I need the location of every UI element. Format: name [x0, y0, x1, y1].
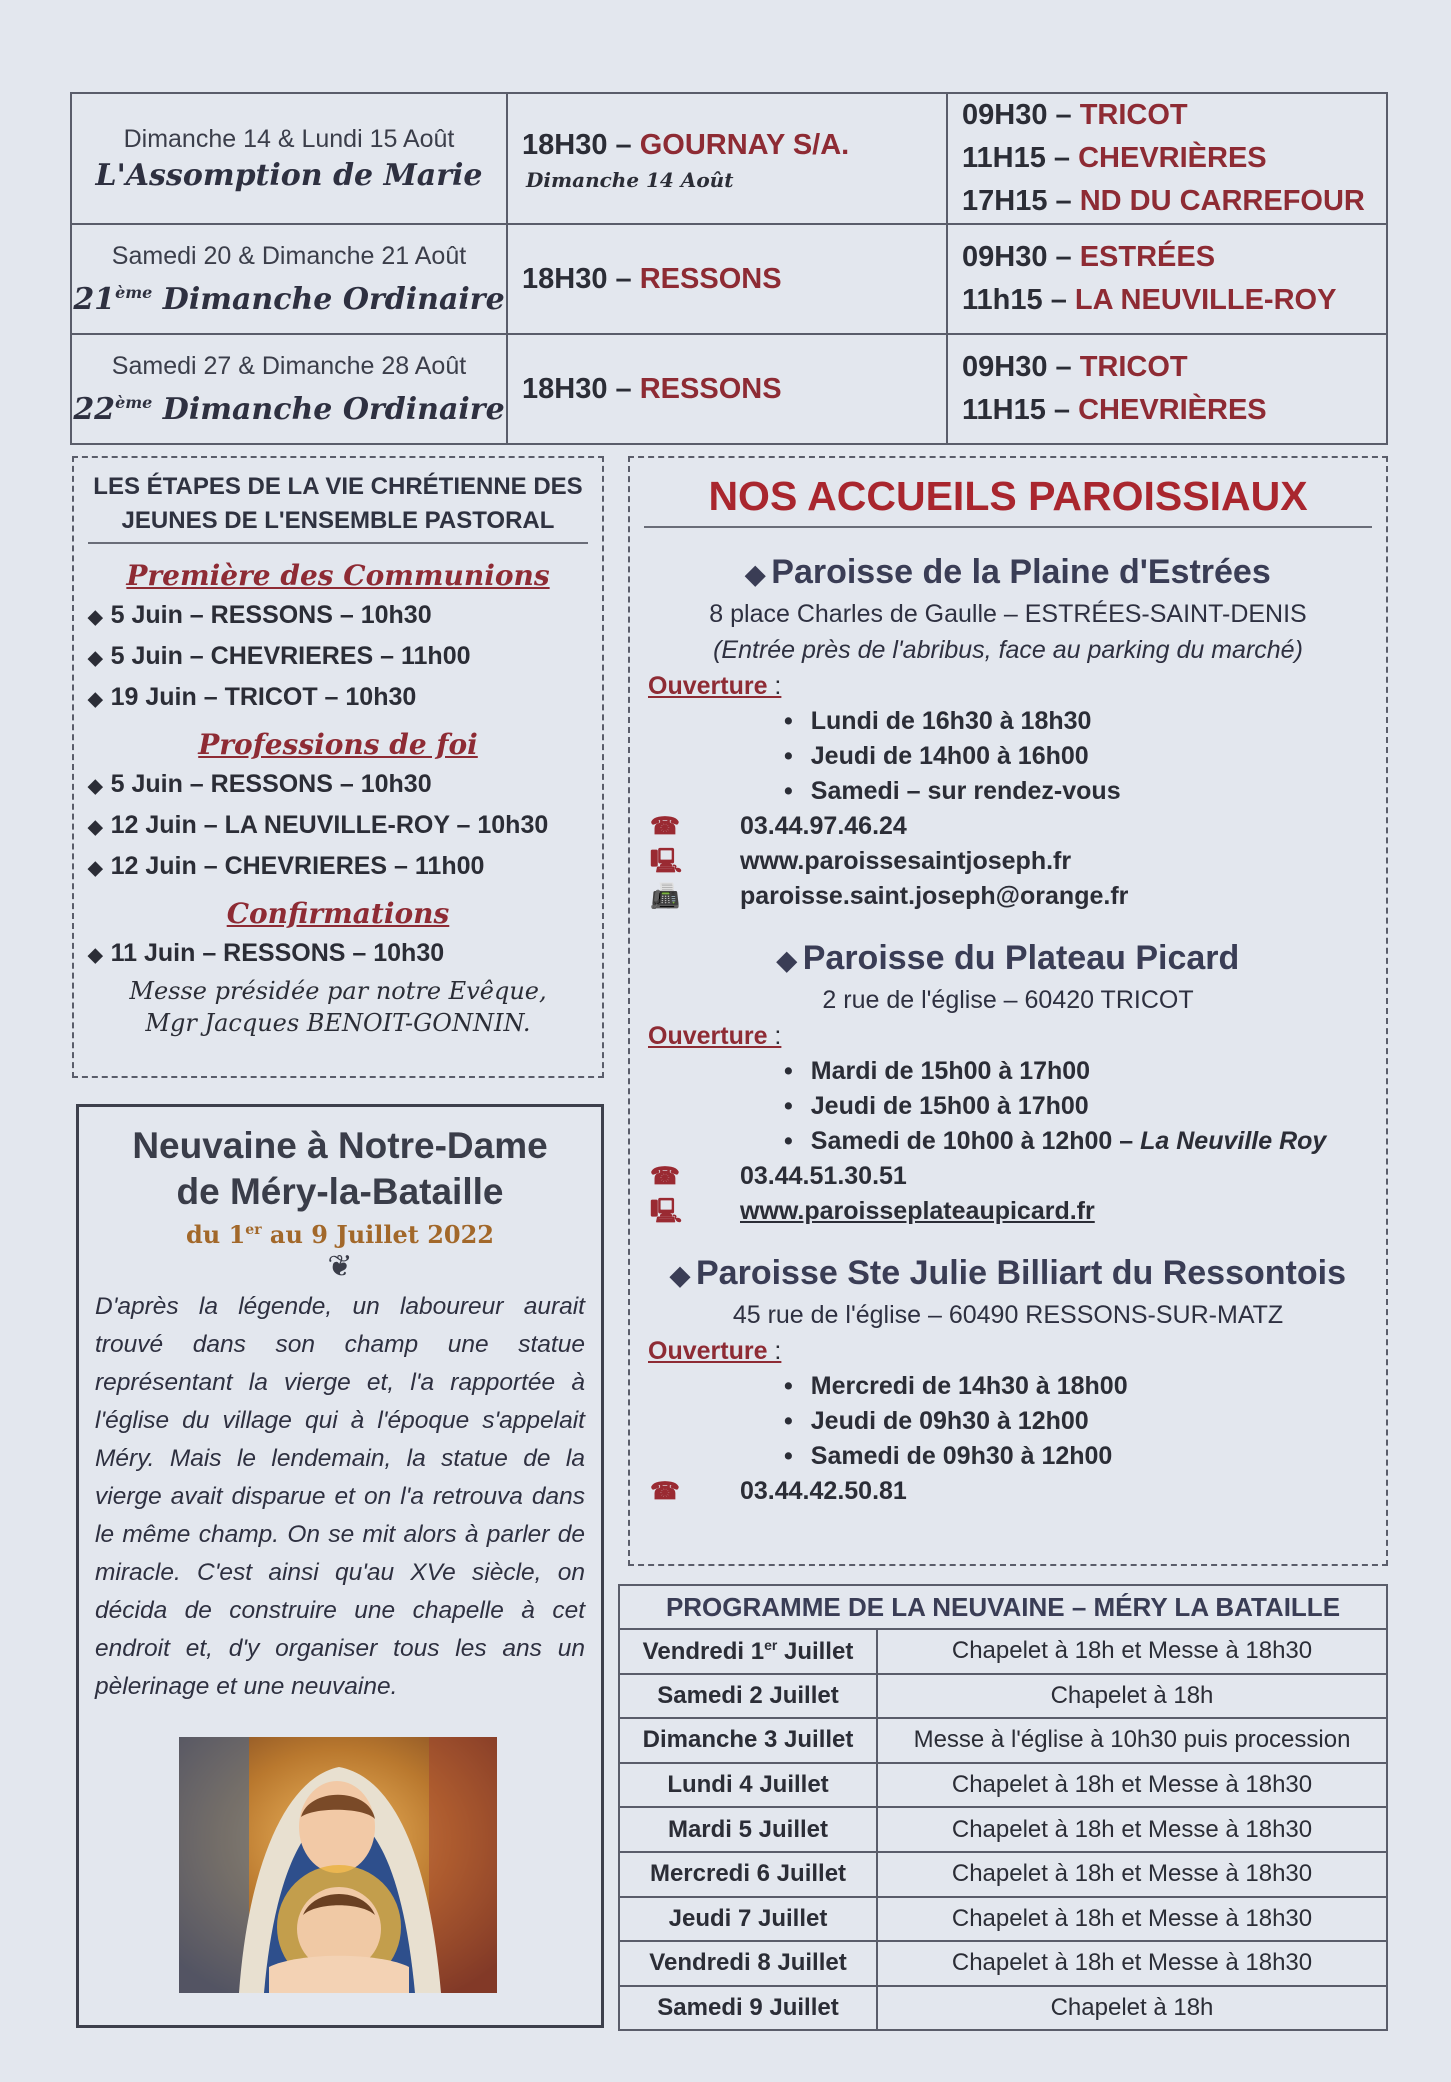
mass-place: TRICOT — [1079, 351, 1188, 383]
programme-event: Chapelet à 18h et Messe à 18h30 — [877, 1852, 1387, 1897]
programme-day: Vendredi 1er Juillet — [619, 1629, 877, 1674]
mass-date-cell — [71, 334, 507, 444]
parish-address: 2 rue de l'église – 60420 TRICOT — [822, 986, 1194, 1014]
mass-place: CHEVRIÈRES — [1078, 394, 1267, 426]
communions-title: Première des Communions — [126, 559, 550, 592]
mass-place: RESSONS — [639, 262, 782, 295]
etapes-title: LES ÉTAPES DE LA VIE CHRÉTIENNE DES JEUNES DE L'ENSEMBLE PASTORAL — [88, 470, 588, 544]
hours-item: • Lundi de 16h30 à 18h30 — [784, 704, 1372, 739]
opening-hours — [784, 704, 1372, 809]
mass-place: ND DU CARREFOUR — [1079, 185, 1365, 217]
neuvaine-date: du 1er au 9 Juillet 2022 — [185, 1220, 495, 1249]
programme-day: Mercredi 6 Juillet — [619, 1852, 877, 1897]
web-contact: 🖳 www.paroissesaintjoseph.fr — [644, 844, 1372, 879]
diamond-icon: ◆ — [88, 607, 103, 628]
messe-line: Mgr Jacques BENOIT-GONNIN. — [145, 1009, 531, 1037]
programme-event: Chapelet à 18h et Messe à 18h30 — [877, 1807, 1387, 1852]
neuvaine-title: Neuvaine à Notre-Dame de Méry-la-Bataille — [132, 1125, 548, 1212]
programme-day: Mardi 5 Juillet — [619, 1807, 877, 1852]
event-item: ◆ 19 Juin – TRICOT – 10h30 — [88, 683, 417, 711]
accueils-box — [628, 456, 1388, 1566]
mass-time: 09H30 — [962, 99, 1048, 131]
table-row — [619, 1897, 1387, 1942]
phone-contact: ☎ 03.44.51.30.51 — [644, 1159, 1372, 1194]
mass-time: 17H15 — [962, 185, 1048, 217]
mass-date-cell — [71, 93, 507, 224]
table-row — [619, 1941, 1387, 1986]
madonna-image — [179, 1737, 497, 1993]
professions-title: Professions de foi — [198, 728, 478, 761]
mass-place: TRICOT — [1079, 99, 1188, 131]
hours-item: • Jeudi de 15h00 à 17h00 — [784, 1089, 1372, 1124]
event-item: ◆ 5 Juin – CHEVRIERES – 11h00 — [88, 642, 471, 670]
mass-feast: 21ème Dimanche Ordinaire — [73, 281, 505, 317]
programme-day: Samedi 2 Juillet — [619, 1674, 877, 1719]
diamond-icon: ◆ — [670, 1260, 690, 1290]
messe-line: Messe présidée par notre Evêque, — [129, 977, 547, 1005]
mass-feast: 22ème Dimanche Ordinaire — [73, 391, 505, 427]
event-item: ◆ 12 Juin – CHEVRIERES – 11h00 — [88, 852, 485, 880]
event-item: ◆ 11 Juin – RESSONS – 10h30 — [88, 939, 445, 967]
mass-time: 18H30 — [522, 129, 608, 161]
table-row — [619, 1852, 1387, 1897]
hours-item: • Samedi de 09h30 à 12h00 — [784, 1439, 1372, 1474]
programme-day: Vendredi 8 Juillet — [619, 1941, 877, 1986]
mass-date: Samedi 20 & Dimanche 21 Août — [111, 241, 467, 270]
mass-place: RESSONS — [639, 372, 782, 405]
mass-time: 11h15 — [962, 284, 1043, 316]
programme-event: Chapelet à 18h et Messe à 18h30 — [877, 1629, 1387, 1674]
fax-icon: 📠 — [650, 883, 680, 910]
confirmations-title: Confirmations — [226, 897, 450, 930]
diamond-icon: ◆ — [88, 858, 103, 879]
accueils-title: NOS ACCUEILS PAROISSIAUX — [644, 468, 1372, 528]
hours-item: • Jeudi de 14h00 à 16h00 — [784, 739, 1372, 774]
web-contact: 🖳 www.paroisseplateaupicard.fr — [644, 1194, 1372, 1229]
mass-time: 11H15 — [962, 394, 1046, 426]
hours-item: • Jeudi de 09h30 à 12h00 — [784, 1404, 1372, 1439]
parish-name: ◆ Paroisse de la Plaine d'Estrées — [745, 553, 1271, 591]
diamond-icon: ◆ — [88, 817, 103, 838]
table-row — [619, 1763, 1387, 1808]
mass-place: ESTRÉES — [1079, 241, 1216, 273]
computer-icon: 🖳 — [650, 1198, 683, 1225]
mass-sunday-cell: 09H30 – TRICOT 11H15 – CHEVRIÈRES — [947, 334, 1387, 444]
opening-hours — [784, 1054, 1372, 1159]
hours-item: • Samedi de 10h00 à 12h00 – La Neuville Roy — [784, 1124, 1372, 1159]
mass-time: 09H30 — [962, 351, 1048, 383]
table-row — [619, 1629, 1387, 1674]
mass-time: 09H30 — [962, 241, 1048, 273]
mass-time: 18H30 — [522, 262, 608, 295]
event-item: ◆ 12 Juin – LA NEUVILLE-ROY – 10h30 — [88, 811, 549, 839]
neuvaine-box — [76, 1104, 604, 2028]
etapes-box — [72, 456, 604, 1078]
programme-day: Samedi 9 Juillet — [619, 1986, 877, 2031]
programme-day: Jeudi 7 Juillet — [619, 1897, 877, 1942]
diamond-icon: ◆ — [776, 945, 797, 975]
ouverture-label: Ouverture : — [648, 1337, 782, 1365]
hours-item: • Samedi – sur rendez-vous — [784, 774, 1372, 809]
mass-row — [71, 334, 1387, 444]
programme-title: PROGRAMME DE LA NEUVAINE – MÉRY LA BATAILLE — [619, 1585, 1387, 1629]
table-row — [619, 1718, 1387, 1763]
mass-feast: L'Assomption de Marie — [95, 157, 483, 193]
hours-item: • Mardi de 15h00 à 17h00 — [784, 1054, 1372, 1089]
ouverture-label: Ouverture : — [648, 1022, 782, 1050]
mass-saturday-cell: 18H30 – RESSONS — [507, 224, 947, 334]
computer-icon: 🖳 — [650, 848, 683, 875]
mass-row — [71, 224, 1387, 334]
mass-time: 18H30 — [522, 372, 608, 405]
parish-name: ◆ Paroisse Ste Julie Billiart du Ressontois — [670, 1254, 1346, 1292]
parish-note: (Entrée près de l'abribus, face au parking du marché) — [713, 636, 1303, 664]
programme-event: Chapelet à 18h et Messe à 18h30 — [877, 1941, 1387, 1986]
mass-date-cell — [71, 224, 507, 334]
ornament-icon: ❦ — [327, 1250, 353, 1283]
opening-hours — [784, 1369, 1372, 1474]
mass-row — [71, 93, 1387, 224]
mass-sunday-cell: 09H30 – ESTRÉES 11h15 – LA NEUVILLE-ROY — [947, 224, 1387, 334]
parish-name: ◆ Paroisse du Plateau Picard — [776, 939, 1240, 977]
phone-icon: ☎ — [650, 1163, 680, 1190]
diamond-icon: ◆ — [88, 945, 103, 966]
ouverture-label: Ouverture : — [648, 672, 782, 700]
phone-icon: ☎ — [650, 1478, 680, 1505]
mass-saturday-cell: 18H30 – RESSONS — [507, 334, 947, 444]
mass-place: CHEVRIÈRES — [1078, 142, 1267, 174]
table-row — [619, 1986, 1387, 2031]
mass-date: Dimanche 14 & Lundi 15 Août — [123, 124, 455, 153]
diamond-icon: ◆ — [745, 559, 766, 589]
phone-icon: ☎ — [650, 813, 680, 840]
mass-note: Dimanche 14 Août — [526, 168, 734, 192]
programme-event: Chapelet à 18h — [877, 1986, 1387, 2031]
legend-text: D'après la légende, un laboureur aurait trouvé dans son champ une statue représentant la vierge et, l'a rapportée à l'église du village qui à l'époque s'appelait Méry. Mais le lendemain, la statue de la vierge avait disparue et on l'a retrouva dans le même champ. On se mit alors à parler de miracle. C'est ainsi qu'au XVe siècle, on décida de construire une chapelle à cet endroit et, d'y organiser tous les ans un pèlerinage et une neuvaine. — [95, 1293, 585, 1700]
email-contact: 📠 paroisse.saint.joseph@orange.fr — [644, 879, 1372, 914]
mass-date: Samedi 27 & Dimanche 28 Août — [111, 351, 467, 380]
event-item: ◆ 5 Juin – RESSONS – 10h30 — [88, 601, 432, 629]
programme-event: Messe à l'église à 10h30 puis procession — [877, 1718, 1387, 1763]
table-row — [619, 1674, 1387, 1719]
diamond-icon: ◆ — [88, 776, 103, 797]
event-item: ◆ 5 Juin – RESSONS – 10h30 — [88, 770, 432, 798]
parish-address: 45 rue de l'église – 60490 RESSONS-SUR-MATZ — [732, 1301, 1284, 1329]
mass-schedule-table — [70, 92, 1388, 445]
programme-event: Chapelet à 18h et Messe à 18h30 — [877, 1763, 1387, 1808]
diamond-icon: ◆ — [88, 689, 103, 710]
parish-address: 8 place Charles de Gaulle – ESTRÉES-SAINT-DENIS — [709, 600, 1307, 628]
programme-table — [618, 1584, 1388, 2031]
phone-contact: ☎ 03.44.97.46.24 — [644, 809, 1372, 844]
programme-event: Chapelet à 18h — [877, 1674, 1387, 1719]
mass-time: 11H15 — [962, 142, 1046, 174]
programme-day: Dimanche 3 Juillet — [619, 1718, 877, 1763]
mass-place: GOURNAY S/A. — [639, 129, 850, 161]
mass-place: LA NEUVILLE-ROY — [1074, 284, 1337, 316]
table-row — [619, 1807, 1387, 1852]
programme-day: Lundi 4 Juillet — [619, 1763, 877, 1808]
mass-saturday-cell: 18H30 – GOURNAY S/A. Dimanche 14 Août — [507, 93, 947, 224]
mass-sunday-cell: 09H30 – TRICOT 11H15 – CHEVRIÈRES 17H15 – ND DU CARREFOUR — [947, 93, 1387, 224]
hours-item: • Mercredi de 14h30 à 18h00 — [784, 1369, 1372, 1404]
phone-contact: ☎ 03.44.42.50.81 — [644, 1474, 1372, 1509]
diamond-icon: ◆ — [88, 648, 103, 669]
programme-event: Chapelet à 18h et Messe à 18h30 — [877, 1897, 1387, 1942]
